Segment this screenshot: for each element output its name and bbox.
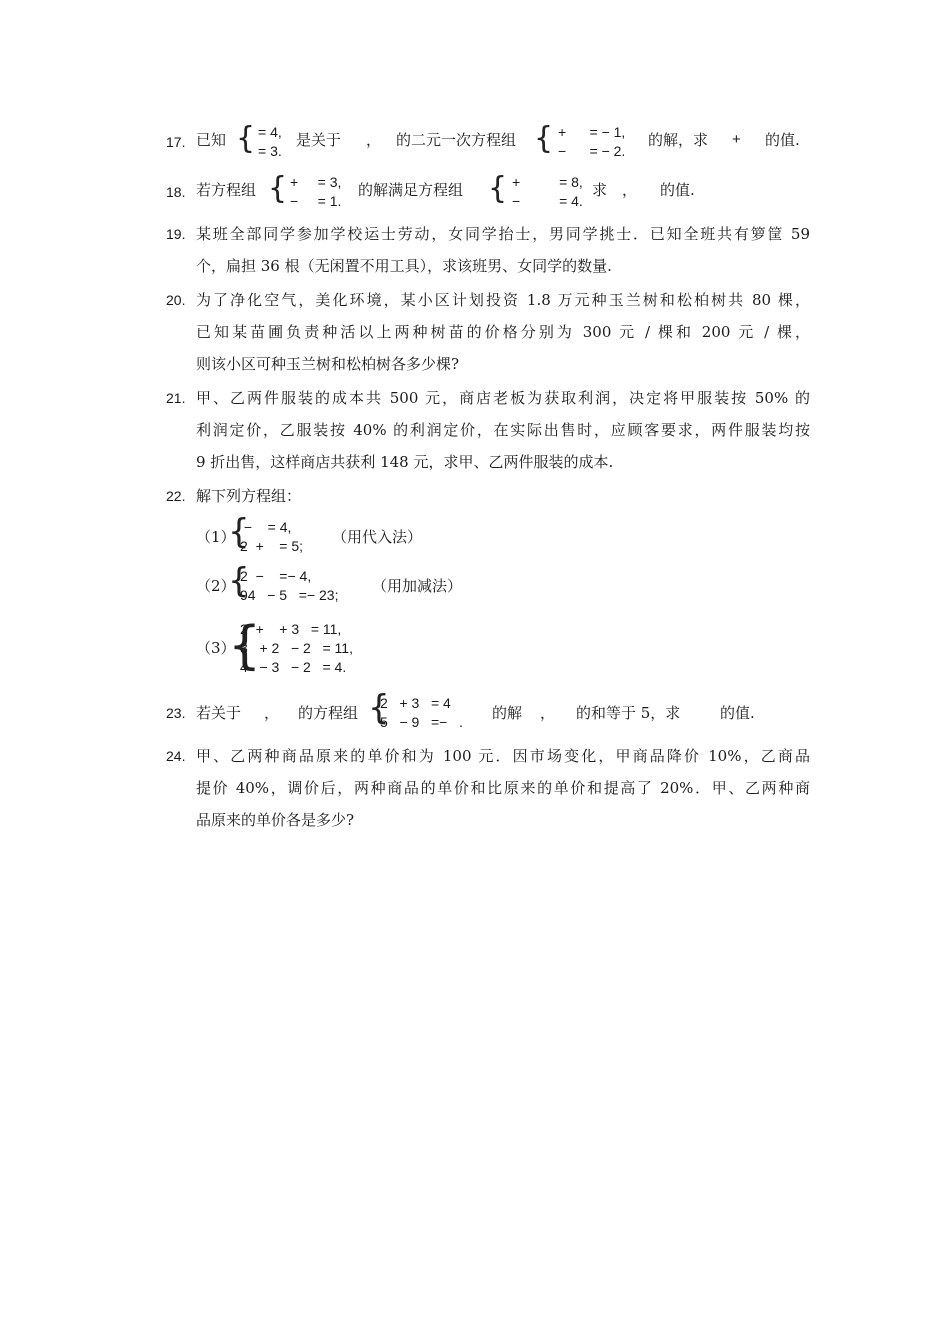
system-row: + = − 1,	[558, 124, 626, 140]
system-row: 2 + + 3 = 11,	[240, 621, 342, 637]
left-brace: {	[534, 121, 554, 156]
system-row: − = − 2.	[558, 143, 626, 159]
question-line: 9 折出售，这样商店共获利 148 元，求甲、乙两件服装的成本.	[196, 453, 614, 471]
left-brace: {	[268, 171, 288, 206]
system-row: + = 3,	[290, 174, 342, 190]
question-18	[166, 172, 810, 212]
method-note: （用代入法）	[332, 528, 423, 546]
question-text: 的二元一次方程组	[396, 131, 517, 149]
left-brace: {	[228, 561, 250, 601]
question-line: 已知某苗圃负责种活以上两种树苗的价格分别为 300 元 / 棵和 200 元 / 棵，	[196, 323, 810, 341]
system-row: = 3.	[258, 143, 282, 159]
question-number: 17.	[166, 134, 186, 150]
system-row: − = 4,	[240, 519, 292, 535]
method-note: （用加减法）	[372, 577, 463, 595]
left-brace: {	[228, 616, 262, 676]
question-text: +	[732, 131, 741, 148]
system-row: − = 4.	[512, 193, 583, 209]
question-number: 23.	[166, 705, 186, 721]
question-text: ，	[540, 704, 556, 722]
system-row: 2 + = 5;	[240, 538, 304, 554]
system-row: 3 + 2 − 2 = 11,	[240, 640, 353, 656]
question-line: 解下列方程组：	[196, 487, 302, 505]
question-line: 为了净化空气，美化环境，某小区计划投资 1.8 万元种玉兰树和松柏树共 80 棵，	[196, 291, 810, 309]
part-label: （2）	[196, 577, 236, 595]
question-text: ，	[366, 131, 382, 149]
question-text: 的解满足方程组	[358, 181, 464, 199]
question-text: 的解，求	[648, 131, 709, 149]
left-brace: {	[236, 121, 256, 156]
question-text: 是关于	[296, 131, 342, 149]
question-number: 20.	[166, 292, 186, 308]
question-number: 18.	[166, 184, 186, 200]
question-text: ，	[264, 704, 280, 722]
part-label: （1）	[196, 528, 236, 546]
question-23	[166, 688, 810, 733]
question-line: 甲、乙两种商品原来的单价和为 100 元．因市场变化，甲商品降价 10%，乙商品	[196, 747, 810, 765]
question-text: 若关于	[196, 704, 242, 722]
question-17	[166, 122, 810, 162]
question-line: 甲、乙两件服装的成本共 500 元，商店老板为获取利润，决定将甲服装按 50% 的	[196, 389, 810, 407]
system-row: − = 1.	[290, 193, 342, 209]
system-row: 2 − =− 4,	[240, 568, 312, 584]
question-text: 的和等于 5，求	[576, 704, 681, 722]
system-row: 94 − 5 =− 23;	[240, 587, 339, 603]
question-number: 22.	[166, 488, 186, 504]
question-text: ，	[622, 181, 638, 199]
left-brace: {	[368, 688, 390, 728]
question-line: 则该小区可种玉兰树和松柏树各多少棵?	[196, 355, 460, 373]
question-line: 提价 40%，调价后，两种商品的单价和比原来的单价和提高了 20%．甲、乙两种商	[196, 779, 810, 797]
question-line: 某班全部同学参加学校运士劳动，女同学抬士，男同学挑士．已知全班共有箩筐 59	[196, 225, 810, 243]
question-text: 的值.	[720, 704, 755, 722]
question-number: 24.	[166, 748, 186, 764]
question-line: 个，扁担 36 根（无闲置不用工具），求该班男、女同学的数量.	[196, 257, 612, 275]
question-text: 的解	[492, 704, 523, 722]
question-line: 品原来的单价各是多少?	[196, 811, 355, 829]
question-line: 利润定价，乙服装按 40% 的利润定价，在实际出售时，应顾客要求，两件服装均按	[196, 421, 810, 439]
left-brace: {	[228, 512, 250, 552]
system-row: = 4,	[258, 124, 282, 140]
left-brace: {	[488, 171, 508, 206]
system-row: 4 − 3 − 2 = 4.	[240, 659, 347, 675]
part-label: （3）	[196, 639, 236, 657]
question-text: 已知	[196, 131, 227, 149]
question-text: 若方程组	[196, 181, 257, 199]
system-row: 2 + 3 = 4	[380, 695, 451, 711]
question-text: 的值.	[660, 181, 695, 199]
question-text: 的方程组	[298, 704, 359, 722]
system-row: 5 − 9 =− .	[380, 714, 463, 730]
question-text: 求	[592, 181, 608, 199]
system-row: + = 8,	[512, 174, 583, 190]
question-text: 的值.	[765, 131, 800, 149]
question-number: 19.	[166, 226, 186, 242]
question-number: 21.	[166, 390, 186, 406]
question-22	[166, 480, 810, 690]
